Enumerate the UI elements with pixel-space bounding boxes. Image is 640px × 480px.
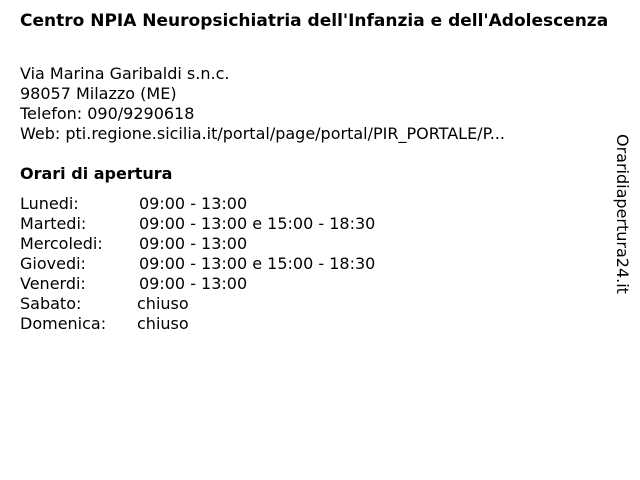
address-block <box>20 64 505 144</box>
time-value: 09:00 - 13:00 e 15:00 - 18:30 <box>139 254 376 273</box>
day-label: Domenica: <box>20 314 107 333</box>
website-link[interactable]: Web: pti.regione.sicilia.it/portal/page/portal/PIR_PORTALE/P... <box>20 124 505 143</box>
time-value: 09:00 - 13:00 <box>139 194 248 213</box>
time-value: 09:00 - 13:00 <box>139 274 248 293</box>
time-value: 09:00 - 13:00 <box>139 234 248 253</box>
day-label: Giovedi: <box>20 254 86 273</box>
street-address: Via Marina Garibaldi s.n.c. <box>20 64 230 83</box>
city-postal-code: 98057 Milazzo (ME) <box>20 84 177 103</box>
day-label: Sabato: <box>20 294 82 313</box>
day-label: Martedi: <box>20 214 87 233</box>
day-label: Lunedi: <box>20 194 79 213</box>
time-value: 09:00 - 13:00 e 15:00 - 18:30 <box>139 214 376 233</box>
day-label: Mercoledi: <box>20 234 103 253</box>
business-title: Centro NPIA Neuropsichiatria dell'Infanzia e dell'Adolescenza <box>20 11 609 31</box>
day-label: Venerdi: <box>20 274 86 293</box>
opening-hours-heading: Orari di apertura <box>20 164 173 183</box>
phone-number[interactable]: Telefon: 090/9290618 <box>20 104 195 123</box>
site-watermark: Oraridiapertura24.it <box>613 134 632 294</box>
time-value: chiuso <box>137 294 189 313</box>
time-value: chiuso <box>137 314 189 333</box>
